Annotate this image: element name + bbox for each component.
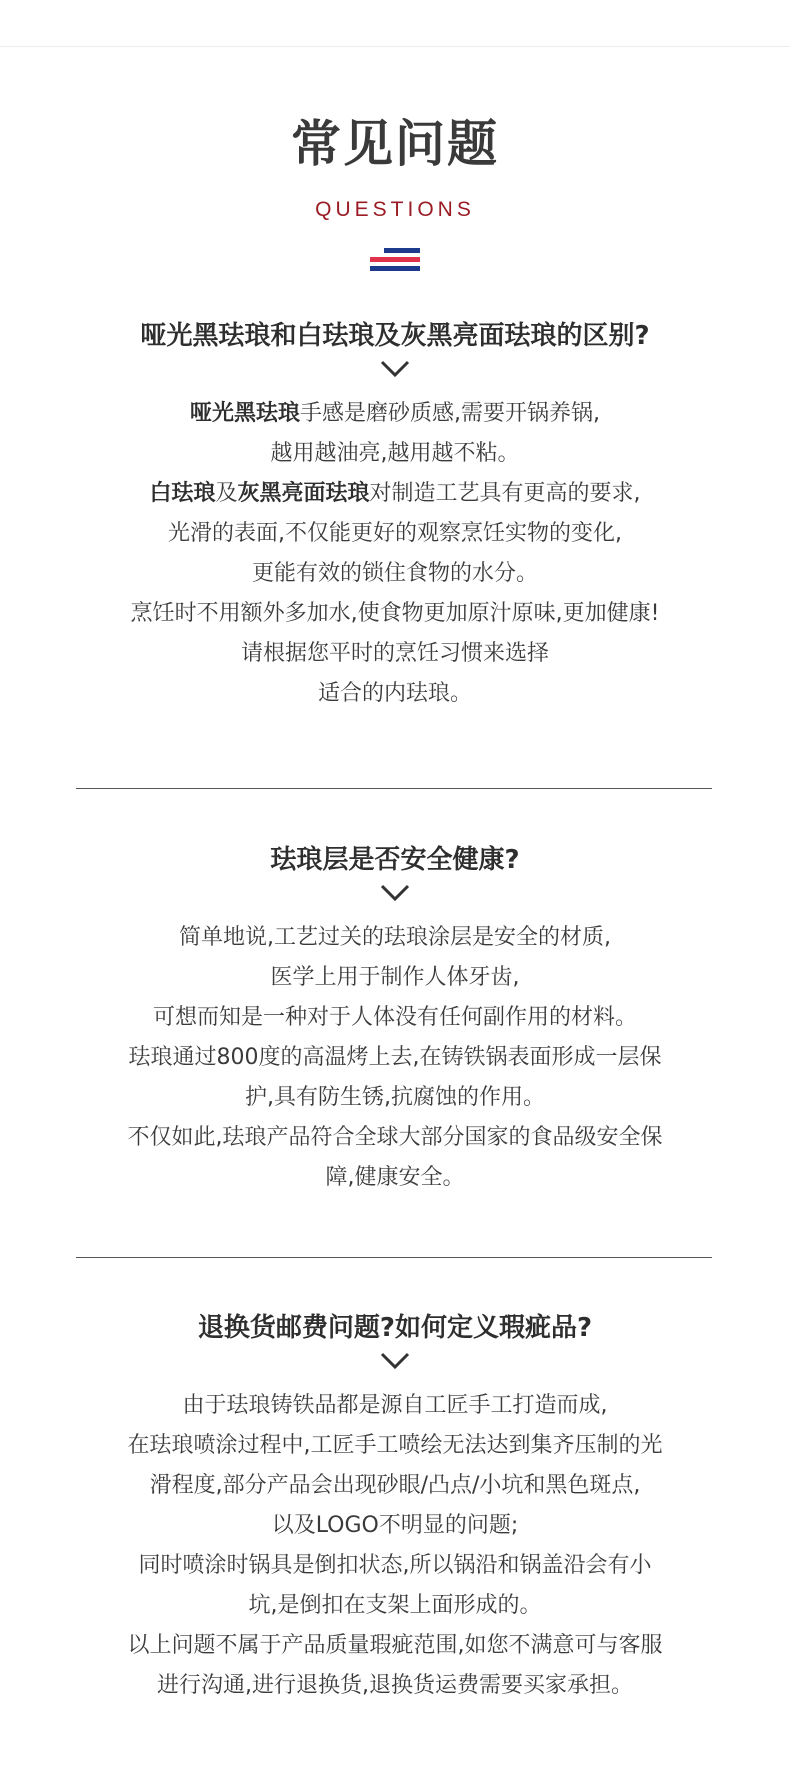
- faq-answer: [0, 394, 790, 714]
- answer-line: 光滑的表面,不仅能更好的观察烹饪实物的变化,: [168, 521, 622, 546]
- faq-answer: [0, 1386, 790, 1706]
- section-divider: [76, 788, 712, 789]
- chevron-down-icon: [378, 358, 412, 380]
- answer-line: 越用越油亮,越用越不粘。: [270, 441, 520, 466]
- chevron-down-icon: [378, 882, 412, 904]
- answer-line: 滑程度,部分产品会出现砂眼/凸点/小坑和黑色斑点,: [149, 1473, 641, 1498]
- answer-line: 以上问题不属于产品质量瑕疵范围,如您不满意可与客服: [127, 1633, 663, 1658]
- flag-stripe: [370, 257, 420, 262]
- faq-answer: [0, 918, 790, 1198]
- faq-item: [0, 1310, 790, 1706]
- answer-emphasis: 白珐琅: [149, 481, 216, 506]
- faq-item: [0, 842, 790, 1198]
- flag-stripes-icon: [370, 244, 420, 274]
- answer-line: 医学上用于制作人体牙齿,: [270, 965, 520, 990]
- flag-stripe: [384, 248, 420, 253]
- flag-stripe: [370, 266, 420, 271]
- section-divider: [76, 1257, 712, 1258]
- section-header: [0, 112, 790, 274]
- answer-line: 坑,是倒扣在支架上面形成的。: [248, 1593, 542, 1618]
- answer-line: 更能有效的锁住食物的水分。: [251, 561, 538, 586]
- answer-line: 简单地说,工艺过关的珐琅涂层是安全的材质,: [179, 925, 611, 950]
- faq-question: 退换货邮费问题?如何定义瑕疵品?: [197, 1313, 593, 1343]
- top-rule: [0, 46, 790, 47]
- answer-line: 烹饪时不用额外多加水,使食物更加原汁原味,更加健康!: [130, 601, 660, 626]
- answer-line: 可想而知是一种对于人体没有任何副作用的材料。: [152, 1005, 637, 1030]
- answer-emphasis: 灰黑亮面珐琅: [237, 481, 370, 506]
- page-title: 常见问题: [291, 115, 499, 173]
- answer-line: 以及LOGO不明显的问题;: [271, 1513, 519, 1538]
- answer-line: 适合的内珐琅。: [317, 681, 472, 706]
- answer-text: 对制造工艺具有更高的要求,: [369, 481, 641, 506]
- faq-question: 珐琅层是否安全健康?: [270, 845, 520, 875]
- answer-text: 及: [215, 481, 238, 506]
- faq-item: [0, 318, 790, 714]
- answer-line: [0, 394, 790, 434]
- answer-line: 进行沟通,进行退换货,退换货运费需要买家承担。: [157, 1673, 633, 1698]
- answer-line: 障,健康安全。: [325, 1165, 465, 1190]
- faq-question: 哑光黑珐琅和白珐琅及灰黑亮面珐琅的区别?: [140, 321, 650, 351]
- answer-line: [0, 474, 790, 514]
- page-subtitle: QUESTIONS: [315, 198, 475, 221]
- answer-line: 在珐琅喷涂过程中,工匠手工喷绘无法达到集齐压制的光: [127, 1433, 663, 1458]
- answer-text: 手感是磨砂质感,需要开锅养锅,: [300, 401, 600, 426]
- answer-line: 护,具有防生锈,抗腐蚀的作用。: [245, 1085, 545, 1110]
- chevron-down-icon: [378, 1350, 412, 1372]
- answer-line: 珐琅通过800度的高温烤上去,在铸铁锅表面形成一层保: [128, 1045, 662, 1070]
- answer-emphasis: 哑光黑珐琅: [189, 401, 300, 426]
- answer-line: 请根据您平时的烹饪习惯来选择: [240, 641, 549, 666]
- answer-line: 由于珐琅铸铁品都是源自工匠手工打造而成,: [182, 1393, 608, 1418]
- answer-line: 同时喷涂时锅具是倒扣状态,所以锅沿和锅盖沿会有小: [138, 1553, 652, 1578]
- answer-line: 不仅如此,珐琅产品符合全球大部分国家的食品级安全保: [127, 1125, 663, 1150]
